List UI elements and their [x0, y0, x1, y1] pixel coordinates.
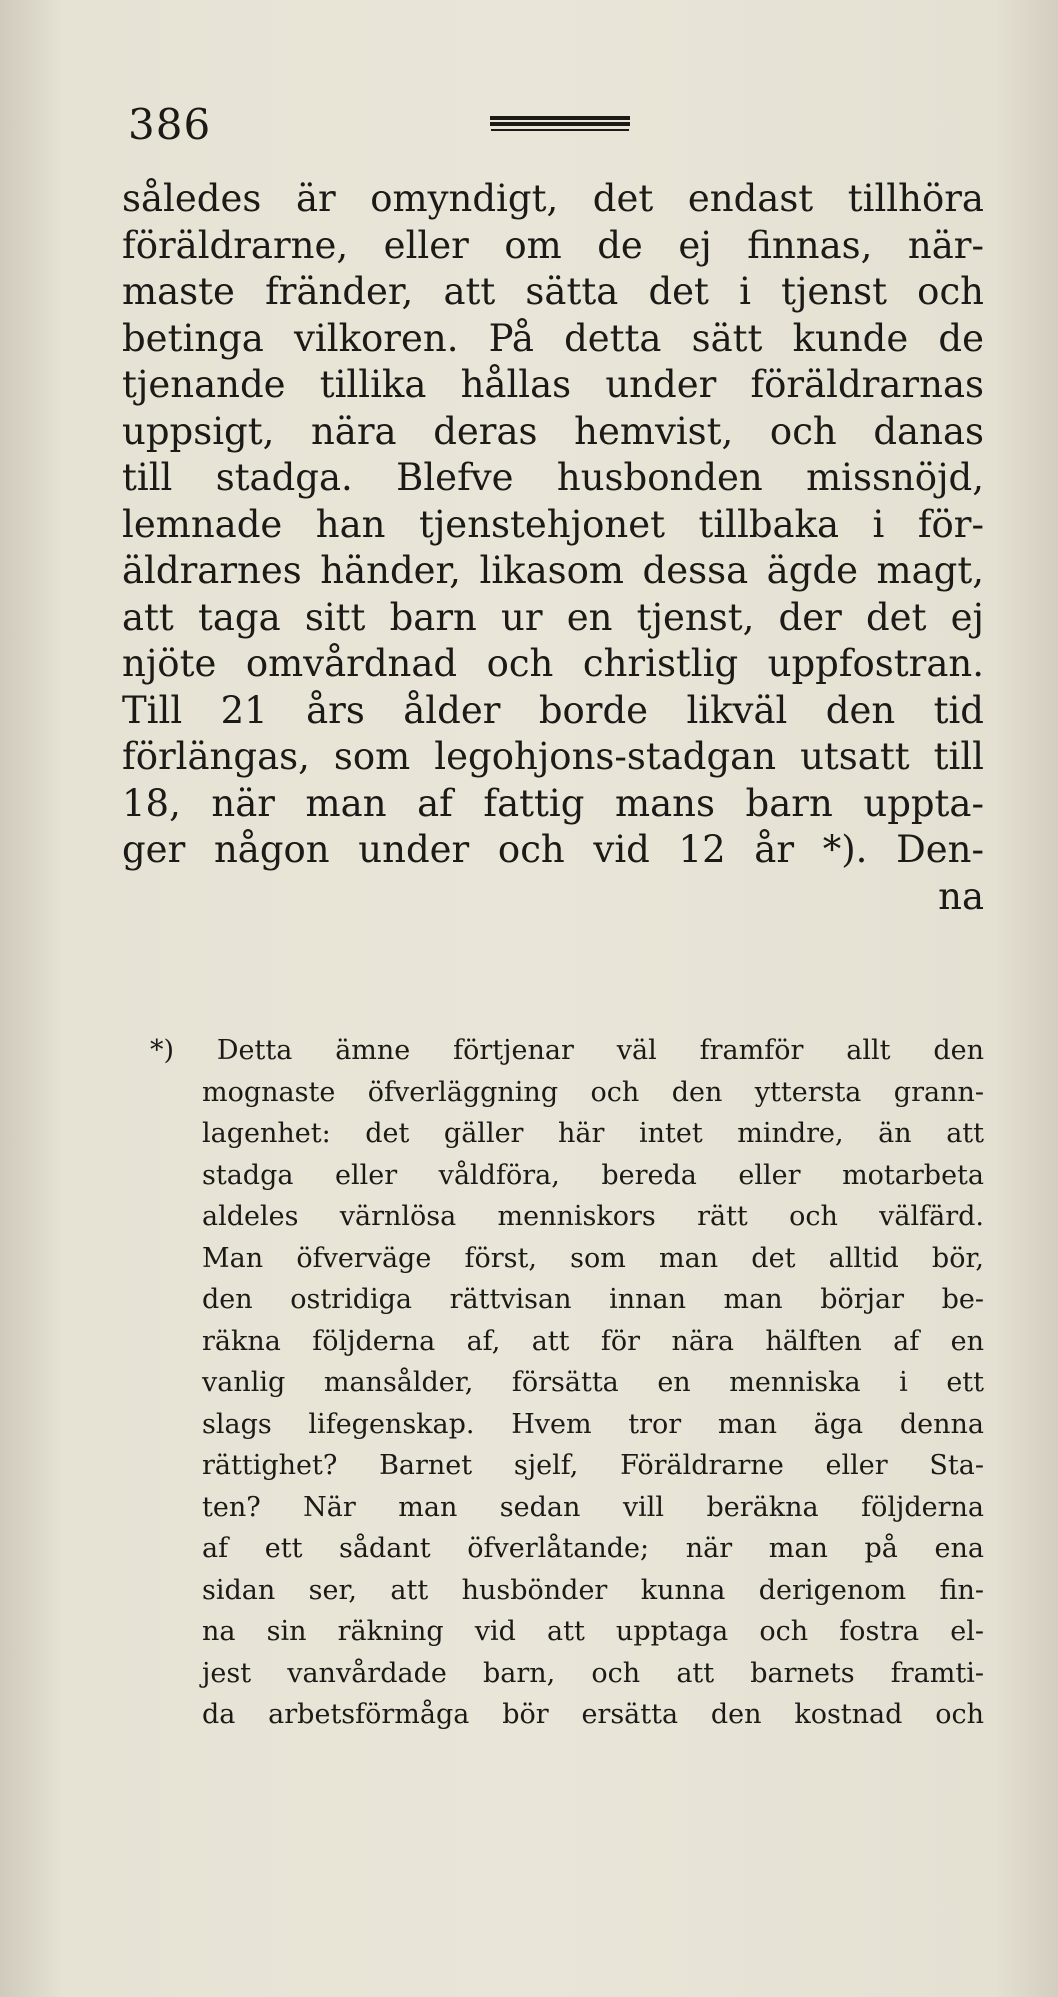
footnote-line: räkna följderna af, att för nära hälften af en — [202, 1325, 984, 1357]
text-line: Till 21 års ålder borde likväl den tid — [122, 688, 984, 732]
footnote-line: *) Detta ämne förtjenar väl framför allt den — [150, 1035, 984, 1066]
text-line: äldrarnes händer, likasom dessa ägde magt, — [122, 549, 984, 592]
text-line: föräldrarne, eller om de ej finnas, när- — [122, 223, 984, 267]
header-rule — [490, 116, 630, 120]
footnote-line: sidan ser, att husbönder kunna derigenom fin- — [202, 1574, 984, 1606]
footnote-line: stadga eller våldföra, bereda eller motarbeta — [202, 1159, 984, 1191]
text-line: således är omyndigt, det endast tillhöra — [122, 177, 984, 220]
footnote-line: af ett sådant öfverlåtande; när man på ena — [202, 1533, 984, 1564]
text-line: att taga sitt barn ur en tjenst, der det ej — [122, 595, 984, 639]
text-line: 18, när man af fattig mans barn uppta- — [122, 781, 984, 825]
text-line: njöte omvårdnad och christlig uppfostran. — [122, 642, 984, 685]
main-text — [122, 176, 984, 920]
footnote-line: vanlig mansålder, försätta en menniska i ett — [202, 1367, 984, 1398]
footnote-line: na sin räkning vid att upptaga och fostra el- — [202, 1616, 984, 1647]
footnote-line: lagenhet: det gäller här intet mindre, än att — [202, 1118, 984, 1149]
footnote-line: rättighet? Barnet sjelf, Föräldrarne eller Sta- — [202, 1450, 984, 1481]
text-line: uppsigt, nära deras hemvist, och danas — [122, 409, 984, 453]
footnote-line: ten? När man sedan vill beräkna följderna — [202, 1491, 984, 1523]
text-line: lemnade han tjenstehjonet tillbaka i för- — [122, 502, 984, 546]
catchword: na — [938, 874, 984, 918]
footnote-line: jest vanvårdade barn, och att barnets framti- — [202, 1657, 984, 1689]
text-line: ger någon under och vid 12 år *). Den- — [122, 828, 984, 871]
text-line: till stadga. Blefve husbonden missnöjd, — [122, 456, 984, 499]
text-line: betinga vilkoren. På detta sätt kunde de — [122, 316, 984, 360]
footnote — [150, 1030, 984, 1736]
text-line: maste fränder, att sätta det i tjenst och — [122, 270, 984, 313]
text-line: tjenande tillika hållas under föräldrarnas — [122, 363, 984, 406]
footnote-line: Man öfverväge först, som man det alltid bör, — [202, 1242, 984, 1274]
page-number: 386 — [128, 100, 212, 149]
footnote-line: da arbetsförmåga bör ersätta den kostnad och — [202, 1699, 984, 1730]
text-line: förlängas, som legohjons-stadgan utsatt till — [122, 735, 984, 778]
footnote-line: den ostridiga rättvisan innan man börjar be- — [202, 1284, 984, 1315]
footnote-line: aldeles värnlösa menniskors rätt och välfärd. — [202, 1201, 984, 1232]
footnote-line: mognaste öfverläggning och den yttersta grann- — [202, 1076, 984, 1108]
footnote-line: slags lifegenskap. Hvem tror man äga denna — [202, 1408, 984, 1440]
